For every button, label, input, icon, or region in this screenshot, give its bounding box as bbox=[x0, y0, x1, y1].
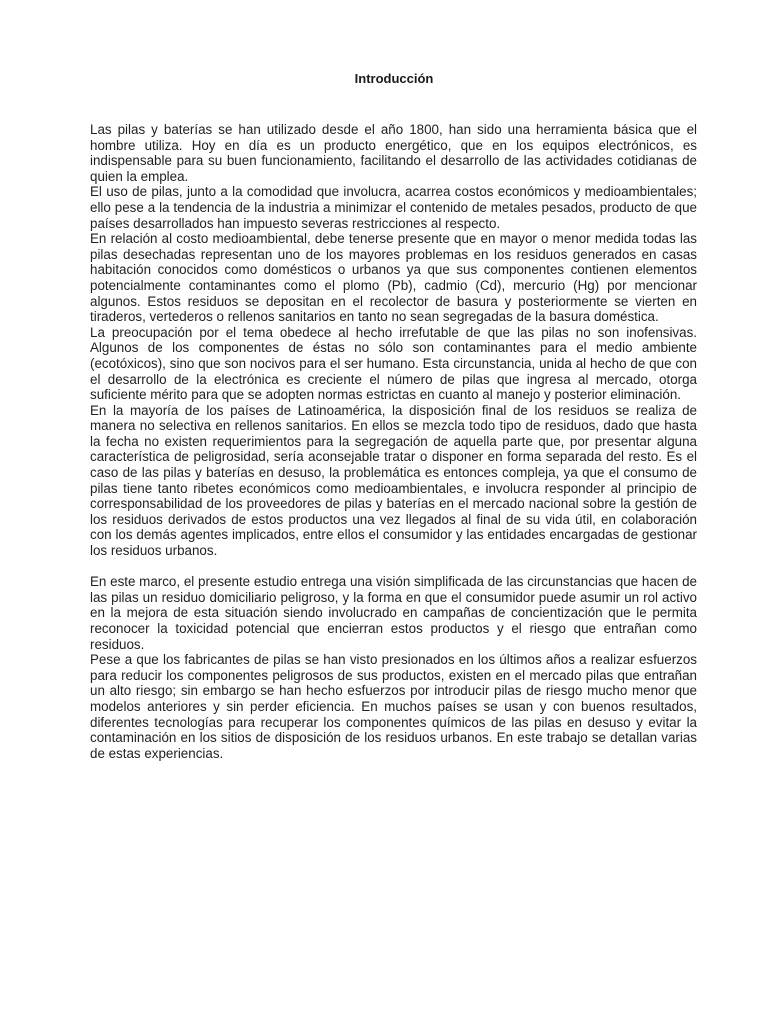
paragraph: El uso de pilas, junto a la comodidad que involucra, acarrea costos económicos y medioambientales; ello pese a la tendencia de la industria a minimizar el contenido de metales pesados, producto de que países desarrollados han impuesto severas restricciones al respecto. bbox=[90, 184, 697, 231]
paragraph: La preocupación por el tema obedece al hecho irrefutable de que las pilas no son inofensivas. Algunos de los componentes de éstas no sólo son contaminantes para el medio ambiente (ecotóxicos), sino que son nocivos para el ser humano. Esta circunstancia, unida al hecho de que con el desarrollo de la electrónica es creciente el número de pilas que ingresa al mercado, otorga suficiente mérito para que se adopten normas estrictas en cuanto al manejo y posterior eliminación. bbox=[90, 324, 697, 403]
document-title: Introducción bbox=[354, 71, 434, 86]
paragraph: Pese a que los fabricantes de pilas se han visto presionados en los últimos años a realizar esfuerzos para reducir los componentes peligrosos de sus productos, existen en el mercado pilas que entrañan un alto riesgo; sin embargo se han hecho esfuerzos por introducir pilas de riesgo mucho menor que modelos anteriores y sin perder eficiencia. En muchos países se usan y con buenos resultados, diferentes tecnologías para recuperar los componentes químicos de las pilas en desuso y evitar la contaminación en los sitios de disposición de los residuos urbanos. En este trabajo se detallan varias de estas experiencias. bbox=[90, 652, 697, 761]
paragraph: En relación al costo medioambiental, debe tenerse presente que en mayor o menor medida todas las pilas desechadas representan uno de los mayores problemas en los residuos generados en casas habitación conocidos como domésticos o urbanos ya que sus componentes contienen elementos potencialmente contaminantes como el plomo (Pb), cadmio (Cd), mercurio (Hg) por mencionar algunos. Estos residuos se depositan en el recolector de basura y posteriormente se vierten en tiraderos, vertederos o rellenos sanitarios en tanto no sean segregadas de la basura doméstica. bbox=[90, 231, 697, 325]
paragraph: Las pilas y baterías se han utilizado desde el año 1800, han sido una herramienta básica que el hombre utiliza. Hoy en día es un producto energético, que en los equipos electrónicos, es indispensable para su buen funcionamiento, facilitando el desarrollo de las actividades cotidianas de quien la emplea. bbox=[90, 122, 697, 184]
paragraph: En este marco, el presente estudio entrega una visión simplificada de las circunstancias que hacen de las pilas un residuo domiciliario peligroso, y la forma en que el consumidor puede asumir un rol activo en la mejora de esta situación siendo involucrado en campañas de concientización que le permita reconocer la toxicidad potencial que encierran estos productos y el riesgo que entrañan como residuos. bbox=[90, 574, 697, 652]
paragraph: En la mayoría de los países de Latinoamérica, la disposición final de los residuos se realiza de manera no selectiva en rellenos sanitarios. En ellos se mezcla todo tipo de residuos, dado que hasta la fecha no existen requerimientos para la segregación de aquella parte que, por presentar alguna característica de peligrosidad, sería aconsejable tratar o disponer en forma separada del resto. Es el caso de las pilas y baterías en desuso, la problemática es entonces compleja, ya que el consumo de pilas tiene tanto ribetes económicos como medioambientales, e involucra responder al principio de corresponsabilidad de los proveedores de pilas y baterías en el mercado nacional sobre la gestión de los residuos derivados de estos productos una vez llegados al final de su vida útil, en colaboración con los demás agentes implicados, entre ellos el consumidor y las entidades encargadas de gestionar los residuos urbanos. bbox=[90, 402, 697, 559]
document-body bbox=[90, 122, 697, 761]
